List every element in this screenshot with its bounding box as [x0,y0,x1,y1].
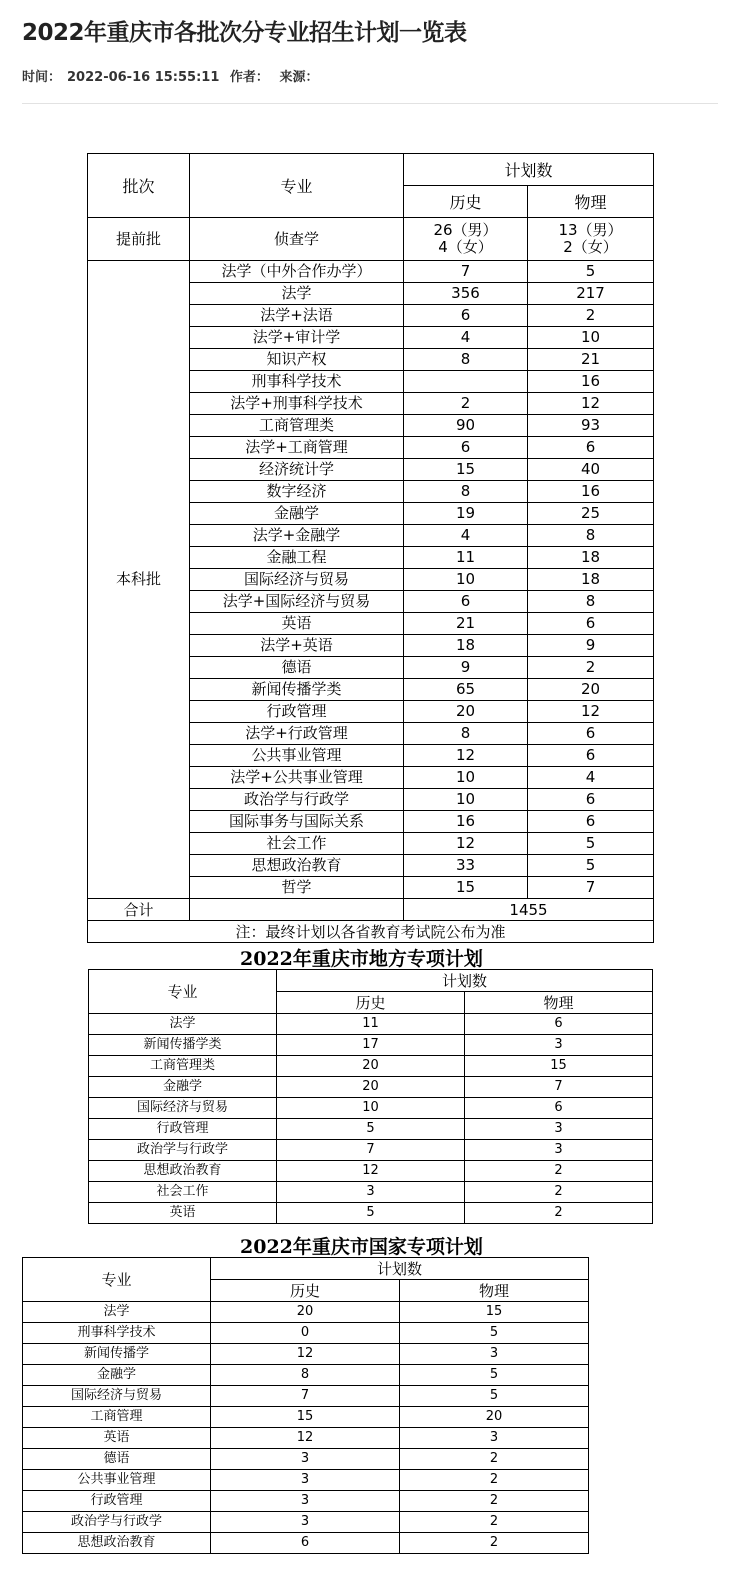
history-cell: 65 [404,679,528,701]
table-row [23,1512,589,1533]
header-physics: 物理 [400,1280,589,1302]
major-cell: 刑事科学技术 [23,1323,211,1344]
history-cell: 10 [404,789,528,811]
history-cell: 9 [404,657,528,679]
header-history: 历史 [404,186,528,218]
physics-cell: 21 [528,349,654,371]
history-cell: 8 [404,481,528,503]
table-row [23,1428,589,1449]
physics-cell: 2 [400,1470,589,1491]
table-row [88,218,654,261]
major-cell: 金融学 [89,1077,277,1098]
physics-cell: 2 [400,1491,589,1512]
physics-cell: 6 [528,745,654,767]
physics-cell: 2 [400,1449,589,1470]
table-row [89,1203,653,1224]
major-cell: 新闻传播学类 [89,1035,277,1056]
physics-cell: 5 [528,855,654,877]
national-plan-table [22,1257,589,1554]
history-cell: 8 [404,349,528,371]
table-row [23,1365,589,1386]
major-cell: 社会工作 [89,1182,277,1203]
table-row [23,1386,589,1407]
major-cell: 社会工作 [190,833,404,855]
history-cell: 11 [277,1014,465,1035]
major-cell: 行政管理 [89,1119,277,1140]
physics-cell: 5 [528,261,654,283]
major-cell: 金融工程 [190,547,404,569]
physics-cell: 10 [528,327,654,349]
history-cell: 6 [211,1533,400,1554]
physics-cell: 3 [400,1428,589,1449]
physics-cell: 3 [400,1344,589,1365]
physics-cell: 3 [465,1035,653,1056]
major-cell: 政治学与行政学 [89,1140,277,1161]
major-cell: 工商管理类 [190,415,404,437]
major-cell: 德语 [23,1449,211,1470]
header-row [89,970,653,992]
physics-cell: 2 [528,305,654,327]
history-cell: 90 [404,415,528,437]
table-row [23,1407,589,1428]
time-label: 时间： [22,70,62,85]
physics-cell: 93 [528,415,654,437]
history-cell: 3 [211,1491,400,1512]
major-cell: 国际经济与贸易 [89,1098,277,1119]
history-cell: 10 [404,569,528,591]
major-cell: 法学+刑事科学技术 [190,393,404,415]
table-row [23,1302,589,1323]
physics-cell: 4 [528,767,654,789]
major-cell: 法学+英语 [190,635,404,657]
note-row [88,921,654,943]
major-cell: 国际经济与贸易 [23,1386,211,1407]
physics-cell: 6 [528,613,654,635]
article-meta [22,66,324,85]
table-row [23,1533,589,1554]
physics-cell: 25 [528,503,654,525]
major-cell: 工商管理类 [89,1056,277,1077]
author-label: 作者： [229,70,269,85]
physics-male: 13（男） [558,221,623,239]
major-cell: 法学+审计学 [190,327,404,349]
major-cell: 法学+公共事业管理 [190,767,404,789]
history-cell: 3 [211,1449,400,1470]
table-row [89,1077,653,1098]
physics-cell: 16 [528,371,654,393]
major-cell: 政治学与行政学 [23,1512,211,1533]
table-row [89,1182,653,1203]
table-row [23,1470,589,1491]
history-cell [404,218,528,261]
table-row [89,1140,653,1161]
table-row [23,1491,589,1512]
history-cell: 3 [277,1182,465,1203]
major-cell: 法学 [89,1014,277,1035]
history-cell: 15 [404,459,528,481]
major-cell: 英语 [23,1428,211,1449]
history-cell: 12 [404,745,528,767]
physics-cell: 5 [400,1386,589,1407]
history-cell: 8 [404,723,528,745]
physics-cell: 217 [528,283,654,305]
header-plan: 计划数 [404,154,654,186]
physics-cell: 20 [400,1407,589,1428]
physics-cell: 6 [528,723,654,745]
major-cell: 行政管理 [23,1491,211,1512]
major-cell: 思想政治教育 [190,855,404,877]
physics-cell: 20 [528,679,654,701]
history-female: 4（女） [438,238,493,256]
source-label: 来源： [279,70,319,85]
history-cell: 3 [211,1470,400,1491]
history-cell: 2 [404,393,528,415]
major-cell: 知识产权 [190,349,404,371]
header-major: 专业 [89,970,277,1014]
history-cell: 356 [404,283,528,305]
major-cell: 法学（中外合作办学） [190,261,404,283]
major-cell: 思想政治教育 [89,1161,277,1182]
physics-cell: 2 [465,1182,653,1203]
header-plan: 计划数 [277,970,653,992]
header-physics: 物理 [465,992,653,1014]
history-cell: 21 [404,613,528,635]
batch-cell: 提前批 [88,218,190,261]
local-plan-title: 2022年重庆市地方专项计划 [240,948,483,970]
table-row [89,1161,653,1182]
history-cell: 12 [211,1344,400,1365]
physics-cell: 5 [400,1365,589,1386]
history-cell: 4 [404,327,528,349]
header-row [88,154,654,186]
history-cell: 4 [404,525,528,547]
header-plan: 计划数 [211,1258,589,1280]
history-cell: 6 [404,437,528,459]
physics-cell: 15 [465,1056,653,1077]
physics-cell: 7 [528,877,654,899]
major-cell: 国际事务与国际关系 [190,811,404,833]
major-cell: 国际经济与贸易 [190,569,404,591]
physics-cell: 6 [465,1098,653,1119]
history-cell: 16 [404,811,528,833]
history-cell: 12 [277,1161,465,1182]
history-cell: 20 [277,1077,465,1098]
physics-cell: 3 [465,1119,653,1140]
physics-cell: 2 [465,1161,653,1182]
history-cell: 10 [277,1098,465,1119]
physics-cell: 8 [528,525,654,547]
history-cell: 8 [211,1365,400,1386]
header-physics: 物理 [528,186,654,218]
header-history: 历史 [211,1280,400,1302]
table-row [23,1323,589,1344]
history-cell: 11 [404,547,528,569]
physics-cell: 40 [528,459,654,481]
history-cell: 6 [404,591,528,613]
main-plan-table [87,153,654,943]
history-cell: 7 [277,1140,465,1161]
total-row [88,899,654,921]
physics-cell: 2 [465,1203,653,1224]
physics-cell: 2 [528,657,654,679]
major-cell: 法学 [23,1302,211,1323]
major-cell: 经济统计学 [190,459,404,481]
table-row [23,1449,589,1470]
history-cell: 6 [404,305,528,327]
history-cell: 5 [277,1203,465,1224]
physics-cell: 9 [528,635,654,657]
local-plan-table [88,969,653,1224]
table-row [89,1056,653,1077]
history-cell: 3 [211,1512,400,1533]
table-row [23,1344,589,1365]
major-cell: 哲学 [190,877,404,899]
major-cell: 侦查学 [190,218,404,261]
physics-cell: 6 [465,1014,653,1035]
history-cell: 15 [211,1407,400,1428]
header-row [23,1258,589,1280]
history-cell: 20 [404,701,528,723]
major-cell: 法学 [190,283,404,305]
header-major: 专业 [190,154,404,218]
major-cell: 法学+行政管理 [190,723,404,745]
major-cell: 德语 [190,657,404,679]
physics-cell: 8 [528,591,654,613]
major-cell: 金融学 [23,1365,211,1386]
major-cell: 数字经济 [190,481,404,503]
batch-cell: 本科批 [88,261,190,899]
major-cell: 新闻传播学类 [190,679,404,701]
total-label: 合计 [88,899,190,921]
physics-female: 2（女） [563,238,618,256]
history-cell: 20 [211,1302,400,1323]
physics-cell: 7 [465,1077,653,1098]
physics-cell: 12 [528,393,654,415]
physics-cell: 6 [528,789,654,811]
major-cell: 法学+国际经济与贸易 [190,591,404,613]
major-cell: 金融学 [190,503,404,525]
history-cell: 12 [404,833,528,855]
table-row [89,1098,653,1119]
major-cell: 法学+工商管理 [190,437,404,459]
history-cell: 33 [404,855,528,877]
physics-cell: 15 [400,1302,589,1323]
history-male: 26（男） [433,221,498,239]
note-text: 注：最终计划以各省教育考试院公布为准 [88,921,654,943]
history-cell: 20 [277,1056,465,1077]
history-cell: 17 [277,1035,465,1056]
national-plan-title: 2022年重庆市国家专项计划 [240,1236,483,1258]
total-value: 1455 [404,899,654,921]
physics-cell: 18 [528,569,654,591]
physics-cell: 6 [528,811,654,833]
divider [22,103,718,104]
table-row [89,1035,653,1056]
header-major: 专业 [23,1258,211,1302]
physics-cell: 16 [528,481,654,503]
major-cell: 工商管理 [23,1407,211,1428]
physics-cell: 2 [400,1533,589,1554]
physics-cell: 5 [528,833,654,855]
physics-cell: 3 [465,1140,653,1161]
page-title: 2022年重庆市各批次分专业招生计划一览表 [22,20,467,46]
physics-cell: 5 [400,1323,589,1344]
table-row [89,1119,653,1140]
major-cell: 法学+法语 [190,305,404,327]
total-blank [190,899,404,921]
header-batch: 批次 [88,154,190,218]
history-cell: 19 [404,503,528,525]
history-cell: 5 [277,1119,465,1140]
physics-cell: 2 [400,1512,589,1533]
history-cell: 0 [211,1323,400,1344]
major-cell: 行政管理 [190,701,404,723]
major-cell: 公共事业管理 [190,745,404,767]
physics-cell: 6 [528,437,654,459]
history-cell: 7 [211,1386,400,1407]
major-cell: 刑事科学技术 [190,371,404,393]
major-cell: 新闻传播学 [23,1344,211,1365]
history-cell: 18 [404,635,528,657]
history-cell [404,371,528,393]
header-history: 历史 [277,992,465,1014]
major-cell: 法学+金融学 [190,525,404,547]
physics-cell [528,218,654,261]
major-cell: 思想政治教育 [23,1533,211,1554]
table-row [89,1014,653,1035]
time-value: 2022-06-16 15:55:11 [67,70,220,85]
major-cell: 英语 [190,613,404,635]
table-row [88,261,654,283]
physics-cell: 18 [528,547,654,569]
physics-cell: 12 [528,701,654,723]
history-cell: 15 [404,877,528,899]
history-cell: 12 [211,1428,400,1449]
major-cell: 政治学与行政学 [190,789,404,811]
major-cell: 英语 [89,1203,277,1224]
history-cell: 10 [404,767,528,789]
major-cell: 公共事业管理 [23,1470,211,1491]
history-cell: 7 [404,261,528,283]
